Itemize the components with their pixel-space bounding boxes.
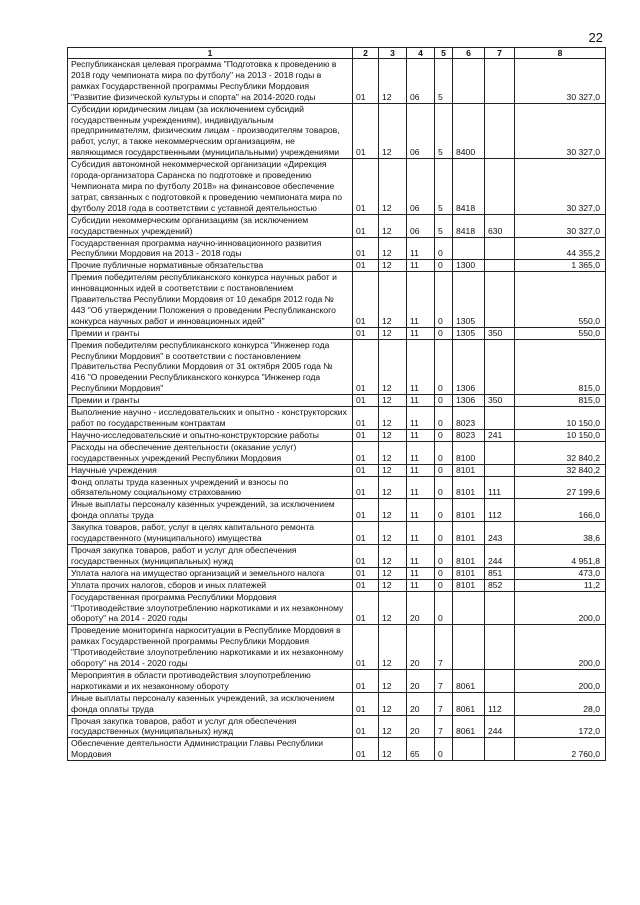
row-code-cell: 12 bbox=[379, 59, 407, 104]
row-amount-cell: 30 327,0 bbox=[515, 59, 606, 104]
row-code-cell: 12 bbox=[379, 579, 407, 591]
row-code-cell: 0 bbox=[435, 260, 453, 272]
row-code-cell: 244 bbox=[485, 715, 515, 738]
row-amount-cell: 44 355,2 bbox=[515, 237, 606, 260]
row-code-cell: 8418 bbox=[453, 214, 485, 237]
header-cell: 4 bbox=[407, 48, 435, 59]
row-description-cell: Государственная программа научно-инновационного развития Республики Мордовия на 2013 - 2018 годы bbox=[68, 237, 353, 260]
row-code-cell: 241 bbox=[485, 429, 515, 441]
row-amount-cell: 32 840,2 bbox=[515, 464, 606, 476]
row-code-cell: 12 bbox=[379, 567, 407, 579]
table-row bbox=[68, 715, 606, 738]
row-code-cell: 01 bbox=[353, 159, 379, 215]
row-code-cell: 8101 bbox=[453, 499, 485, 522]
row-code-cell: 20 bbox=[407, 591, 435, 625]
row-code-cell bbox=[485, 272, 515, 328]
row-code-cell: 1305 bbox=[453, 272, 485, 328]
row-amount-cell: 32 840,2 bbox=[515, 441, 606, 464]
row-code-cell: 8061 bbox=[453, 669, 485, 692]
row-code-cell: 12 bbox=[379, 429, 407, 441]
row-code-cell: 7 bbox=[435, 669, 453, 692]
row-code-cell: 12 bbox=[379, 103, 407, 159]
row-code-cell: 112 bbox=[485, 499, 515, 522]
row-description-cell: Государственная программа Республики Мордовия "Противодействие злоупотреблению наркотиками и их незаконному обороту" на 2014 - 2020 годы bbox=[68, 591, 353, 625]
row-code-cell: 01 bbox=[353, 59, 379, 104]
table-row bbox=[68, 499, 606, 522]
row-description-cell: Выполнение научно - исследовательских и опытно - конструкторских работ по государственным контрактам bbox=[68, 407, 353, 430]
row-amount-cell: 10 150,0 bbox=[515, 407, 606, 430]
row-code-cell: 01 bbox=[353, 544, 379, 567]
row-code-cell bbox=[485, 59, 515, 104]
row-amount-cell: 28,0 bbox=[515, 692, 606, 715]
row-description-cell: Иные выплаты персоналу казенных учреждений, за исключением фонда оплаты труда bbox=[68, 692, 353, 715]
row-code-cell: 12 bbox=[379, 407, 407, 430]
row-description-cell: Фонд оплаты труда казенных учреждений и взносы по обязательному социальному страхованию bbox=[68, 476, 353, 499]
row-code-cell: 11 bbox=[407, 441, 435, 464]
row-code-cell: 8023 bbox=[453, 429, 485, 441]
row-code-cell: 11 bbox=[407, 476, 435, 499]
row-code-cell: 0 bbox=[435, 567, 453, 579]
row-code-cell: 112 bbox=[485, 692, 515, 715]
table-row bbox=[68, 522, 606, 545]
row-amount-cell: 166,0 bbox=[515, 499, 606, 522]
row-description-cell: Научно-исследовательские и опытно-конструкторские работы bbox=[68, 429, 353, 441]
row-description-cell: Проведение мониторинга наркоситуации в Республике Мордовия в рамках Государственной программы Республики Мордовия "Противодействие злоупотреблению наркотиками и их незаконному обороту" на 2014 - 2020 годы bbox=[68, 625, 353, 670]
table-header-row bbox=[68, 48, 606, 59]
row-code-cell: 8101 bbox=[453, 522, 485, 545]
table-row bbox=[68, 738, 606, 761]
row-amount-cell: 30 327,0 bbox=[515, 159, 606, 215]
row-code-cell: 12 bbox=[379, 260, 407, 272]
row-code-cell: 0 bbox=[435, 395, 453, 407]
row-code-cell: 01 bbox=[353, 441, 379, 464]
row-code-cell: 20 bbox=[407, 715, 435, 738]
row-code-cell: 244 bbox=[485, 544, 515, 567]
row-code-cell: 01 bbox=[353, 260, 379, 272]
row-code-cell: 01 bbox=[353, 395, 379, 407]
page-number: 22 bbox=[588, 30, 603, 45]
row-code-cell: 1300 bbox=[453, 260, 485, 272]
row-code-cell: 01 bbox=[353, 272, 379, 328]
table-row bbox=[68, 579, 606, 591]
header-cell: 7 bbox=[485, 48, 515, 59]
row-description-cell: Научные учреждения bbox=[68, 464, 353, 476]
row-code-cell bbox=[485, 407, 515, 430]
row-code-cell: 350 bbox=[485, 327, 515, 339]
row-code-cell: 12 bbox=[379, 499, 407, 522]
row-code-cell: 851 bbox=[485, 567, 515, 579]
row-code-cell: 11 bbox=[407, 395, 435, 407]
row-code-cell bbox=[453, 591, 485, 625]
row-code-cell: 0 bbox=[435, 237, 453, 260]
row-amount-cell: 550,0 bbox=[515, 272, 606, 328]
row-amount-cell: 815,0 bbox=[515, 395, 606, 407]
row-code-cell: 11 bbox=[407, 339, 435, 395]
row-description-cell: Субсидии юридическим лицам (за исключением субсидий государственным учреждениям), индивидуальным предпринимателям, физическим лицам - производителям товаров, работ, услуг, а также некоммерческим организациям, не являющимся государственными (муниципальными) учреждениями bbox=[68, 103, 353, 159]
row-description-cell: Расходы на обеспечение деятельности (оказание услуг) государственных учреждений Республики Мордовия bbox=[68, 441, 353, 464]
row-description-cell: Прочая закупка товаров, работ и услуг для обеспечения государственных (муниципальных) нужд bbox=[68, 544, 353, 567]
row-code-cell: 0 bbox=[435, 429, 453, 441]
table-row bbox=[68, 544, 606, 567]
row-description-cell: Премия победителям республиканского конкурса "Инженер года Республики Мордовия" в соответствии с постановлением Правительства Республики Мордовия от 31 октября 2005 года № 416 "О проведении Республиканского конкурса "Инженер года Республики Мордовия" bbox=[68, 339, 353, 395]
table-row bbox=[68, 441, 606, 464]
table-row bbox=[68, 159, 606, 215]
row-description-cell: Обеспечение деятельности Администрации Главы Республики Мордовия bbox=[68, 738, 353, 761]
row-code-cell: 0 bbox=[435, 464, 453, 476]
row-code-cell: 11 bbox=[407, 579, 435, 591]
row-code-cell: 12 bbox=[379, 591, 407, 625]
row-code-cell: 111 bbox=[485, 476, 515, 499]
row-code-cell: 01 bbox=[353, 476, 379, 499]
row-code-cell bbox=[485, 103, 515, 159]
row-code-cell bbox=[485, 669, 515, 692]
row-code-cell: 11 bbox=[407, 522, 435, 545]
row-code-cell: 0 bbox=[435, 499, 453, 522]
row-code-cell: 0 bbox=[435, 327, 453, 339]
row-code-cell: 01 bbox=[353, 407, 379, 430]
row-code-cell: 11 bbox=[407, 272, 435, 328]
table-row bbox=[68, 214, 606, 237]
row-description-cell: Премия победителям республиканского конкурса научных работ и инновационных идей в соответствии с постановлением Правительства Республики Мордовия от 10 декабря 2012 года № 443 "Об утверждении Положения о проведении Республиканского конкурса научных работ и инновационных идей" bbox=[68, 272, 353, 328]
header-cell: 8 bbox=[515, 48, 606, 59]
row-code-cell bbox=[485, 464, 515, 476]
row-code-cell: 12 bbox=[379, 441, 407, 464]
table-row bbox=[68, 625, 606, 670]
row-code-cell bbox=[485, 339, 515, 395]
table-row bbox=[68, 591, 606, 625]
row-code-cell: 1306 bbox=[453, 339, 485, 395]
row-code-cell: 7 bbox=[435, 692, 453, 715]
row-amount-cell: 11,2 bbox=[515, 579, 606, 591]
row-code-cell bbox=[453, 237, 485, 260]
row-code-cell: 350 bbox=[485, 395, 515, 407]
row-code-cell: 12 bbox=[379, 522, 407, 545]
row-amount-cell: 200,0 bbox=[515, 625, 606, 670]
table-row bbox=[68, 464, 606, 476]
row-code-cell bbox=[453, 59, 485, 104]
row-code-cell: 12 bbox=[379, 476, 407, 499]
row-code-cell: 01 bbox=[353, 103, 379, 159]
row-amount-cell: 550,0 bbox=[515, 327, 606, 339]
row-code-cell: 5 bbox=[435, 59, 453, 104]
row-code-cell: 1306 bbox=[453, 395, 485, 407]
table-row bbox=[68, 476, 606, 499]
row-code-cell: 11 bbox=[407, 327, 435, 339]
row-code-cell: 12 bbox=[379, 159, 407, 215]
table-row bbox=[68, 429, 606, 441]
row-amount-cell: 172,0 bbox=[515, 715, 606, 738]
row-amount-cell: 200,0 bbox=[515, 669, 606, 692]
row-description-cell: Прочие публичные нормативные обязательства bbox=[68, 260, 353, 272]
row-code-cell: 12 bbox=[379, 692, 407, 715]
table-row bbox=[68, 327, 606, 339]
row-code-cell: 630 bbox=[485, 214, 515, 237]
row-description-cell: Премии и гранты bbox=[68, 395, 353, 407]
table-row bbox=[68, 567, 606, 579]
row-code-cell: 8023 bbox=[453, 407, 485, 430]
header-cell: 6 bbox=[453, 48, 485, 59]
row-code-cell: 8100 bbox=[453, 441, 485, 464]
row-description-cell: Субсидия автономной некоммерческой организации «Дирекция города-организатора Саранска по подготовке и проведению Чемпионата мира по футболу 2018» на финансовое обеспечение затрат, связанных с подготовкой к проведению чемпионата мира по футболу 2018 года в соответствии с уставной деятельностью bbox=[68, 159, 353, 215]
row-description-cell: Субсидии некоммерческим организациям (за исключением государственных учреждений) bbox=[68, 214, 353, 237]
table-row bbox=[68, 339, 606, 395]
row-code-cell bbox=[485, 159, 515, 215]
row-amount-cell: 38,6 bbox=[515, 522, 606, 545]
row-code-cell: 01 bbox=[353, 625, 379, 670]
row-code-cell: 11 bbox=[407, 429, 435, 441]
row-code-cell: 5 bbox=[435, 214, 453, 237]
row-amount-cell: 4 951,8 bbox=[515, 544, 606, 567]
row-code-cell: 8061 bbox=[453, 692, 485, 715]
row-code-cell: 01 bbox=[353, 579, 379, 591]
row-code-cell: 12 bbox=[379, 738, 407, 761]
table-row bbox=[68, 237, 606, 260]
row-code-cell bbox=[453, 738, 485, 761]
row-code-cell: 01 bbox=[353, 237, 379, 260]
row-code-cell: 01 bbox=[353, 499, 379, 522]
row-code-cell: 5 bbox=[435, 103, 453, 159]
row-code-cell: 0 bbox=[435, 407, 453, 430]
row-code-cell: 0 bbox=[435, 738, 453, 761]
row-code-cell: 01 bbox=[353, 339, 379, 395]
row-code-cell bbox=[485, 625, 515, 670]
row-code-cell: 0 bbox=[435, 544, 453, 567]
row-code-cell: 1305 bbox=[453, 327, 485, 339]
row-code-cell: 01 bbox=[353, 738, 379, 761]
row-description-cell: Уплата налога на имущество организаций и земельного налога bbox=[68, 567, 353, 579]
row-description-cell: Уплата прочих налогов, сборов и иных платежей bbox=[68, 579, 353, 591]
table-row bbox=[68, 59, 606, 104]
row-code-cell: 12 bbox=[379, 339, 407, 395]
row-code-cell: 06 bbox=[407, 214, 435, 237]
row-code-cell: 01 bbox=[353, 522, 379, 545]
row-amount-cell: 10 150,0 bbox=[515, 429, 606, 441]
row-code-cell: 12 bbox=[379, 669, 407, 692]
row-code-cell: 20 bbox=[407, 669, 435, 692]
row-description-cell: Прочая закупка товаров, работ и услуг для обеспечения государственных (муниципальных) нужд bbox=[68, 715, 353, 738]
table-row bbox=[68, 260, 606, 272]
row-code-cell: 01 bbox=[353, 692, 379, 715]
row-code-cell: 06 bbox=[407, 59, 435, 104]
row-code-cell: 12 bbox=[379, 544, 407, 567]
row-description-cell: Мероприятия в области противодействия злоупотреблению наркотиками и их незаконному обороту bbox=[68, 669, 353, 692]
row-code-cell: 12 bbox=[379, 272, 407, 328]
row-code-cell: 12 bbox=[379, 625, 407, 670]
row-code-cell: 0 bbox=[435, 591, 453, 625]
row-code-cell: 0 bbox=[435, 441, 453, 464]
row-amount-cell: 30 327,0 bbox=[515, 103, 606, 159]
table-row bbox=[68, 272, 606, 328]
row-code-cell: 5 bbox=[435, 159, 453, 215]
row-code-cell: 01 bbox=[353, 327, 379, 339]
row-description-cell: Иные выплаты персоналу казенных учреждений, за исключением фонда оплаты труда bbox=[68, 499, 353, 522]
table-row bbox=[68, 103, 606, 159]
row-code-cell: 8101 bbox=[453, 544, 485, 567]
row-code-cell: 06 bbox=[407, 159, 435, 215]
row-description-cell: Закупка товаров, работ, услуг в целях капитального ремонта государственного (муниципального) имущества bbox=[68, 522, 353, 545]
row-code-cell: 11 bbox=[407, 464, 435, 476]
row-code-cell: 12 bbox=[379, 395, 407, 407]
row-code-cell: 8101 bbox=[453, 464, 485, 476]
table-row bbox=[68, 395, 606, 407]
row-code-cell: 8101 bbox=[453, 567, 485, 579]
row-code-cell: 01 bbox=[353, 715, 379, 738]
row-code-cell: 8101 bbox=[453, 476, 485, 499]
row-code-cell: 12 bbox=[379, 237, 407, 260]
table-row bbox=[68, 407, 606, 430]
header-cell: 2 bbox=[353, 48, 379, 59]
row-amount-cell: 30 327,0 bbox=[515, 214, 606, 237]
row-code-cell: 11 bbox=[407, 260, 435, 272]
row-code-cell: 11 bbox=[407, 407, 435, 430]
row-code-cell: 8061 bbox=[453, 715, 485, 738]
row-code-cell: 0 bbox=[435, 522, 453, 545]
row-code-cell bbox=[485, 591, 515, 625]
row-code-cell: 01 bbox=[353, 464, 379, 476]
row-code-cell: 12 bbox=[379, 464, 407, 476]
row-amount-cell: 1 365,0 bbox=[515, 260, 606, 272]
row-code-cell: 01 bbox=[353, 669, 379, 692]
row-code-cell: 11 bbox=[407, 567, 435, 579]
row-code-cell: 01 bbox=[353, 214, 379, 237]
row-code-cell: 11 bbox=[407, 544, 435, 567]
row-code-cell: 11 bbox=[407, 499, 435, 522]
row-code-cell: 65 bbox=[407, 738, 435, 761]
row-code-cell: 06 bbox=[407, 103, 435, 159]
row-code-cell bbox=[453, 625, 485, 670]
row-code-cell bbox=[485, 237, 515, 260]
row-amount-cell: 27 199,6 bbox=[515, 476, 606, 499]
row-amount-cell: 815,0 bbox=[515, 339, 606, 395]
row-code-cell: 8101 bbox=[453, 579, 485, 591]
row-amount-cell: 2 760,0 bbox=[515, 738, 606, 761]
table-row bbox=[68, 692, 606, 715]
row-code-cell: 0 bbox=[435, 579, 453, 591]
row-code-cell: 7 bbox=[435, 715, 453, 738]
budget-table bbox=[67, 47, 606, 761]
table-row bbox=[68, 669, 606, 692]
row-code-cell: 12 bbox=[379, 715, 407, 738]
row-code-cell bbox=[485, 738, 515, 761]
row-amount-cell: 200,0 bbox=[515, 591, 606, 625]
row-code-cell: 01 bbox=[353, 567, 379, 579]
row-code-cell: 0 bbox=[435, 476, 453, 499]
row-code-cell: 01 bbox=[353, 429, 379, 441]
header-cell: 5 bbox=[435, 48, 453, 59]
row-amount-cell: 473,0 bbox=[515, 567, 606, 579]
row-code-cell bbox=[485, 441, 515, 464]
row-code-cell: 7 bbox=[435, 625, 453, 670]
row-code-cell: 0 bbox=[435, 272, 453, 328]
row-code-cell: 0 bbox=[435, 339, 453, 395]
row-description-cell: Республиканская целевая программа "Подготовка к проведению в 2018 году чемпионата мира по футболу" на 2013 - 2018 годы в рамках Государственной программы Республики Мордовия "Развитие физической культуры и спорта" на 2014-2020 годы bbox=[68, 59, 353, 104]
row-code-cell: 12 bbox=[379, 327, 407, 339]
row-code-cell: 12 bbox=[379, 214, 407, 237]
row-code-cell: 11 bbox=[407, 237, 435, 260]
row-description-cell: Премии и гранты bbox=[68, 327, 353, 339]
row-code-cell: 20 bbox=[407, 692, 435, 715]
row-code-cell: 8400 bbox=[453, 103, 485, 159]
row-code-cell bbox=[485, 260, 515, 272]
row-code-cell: 01 bbox=[353, 591, 379, 625]
header-cell: 1 bbox=[68, 48, 353, 59]
row-code-cell: 243 bbox=[485, 522, 515, 545]
row-code-cell: 8418 bbox=[453, 159, 485, 215]
row-code-cell: 852 bbox=[485, 579, 515, 591]
row-code-cell: 20 bbox=[407, 625, 435, 670]
header-cell: 3 bbox=[379, 48, 407, 59]
